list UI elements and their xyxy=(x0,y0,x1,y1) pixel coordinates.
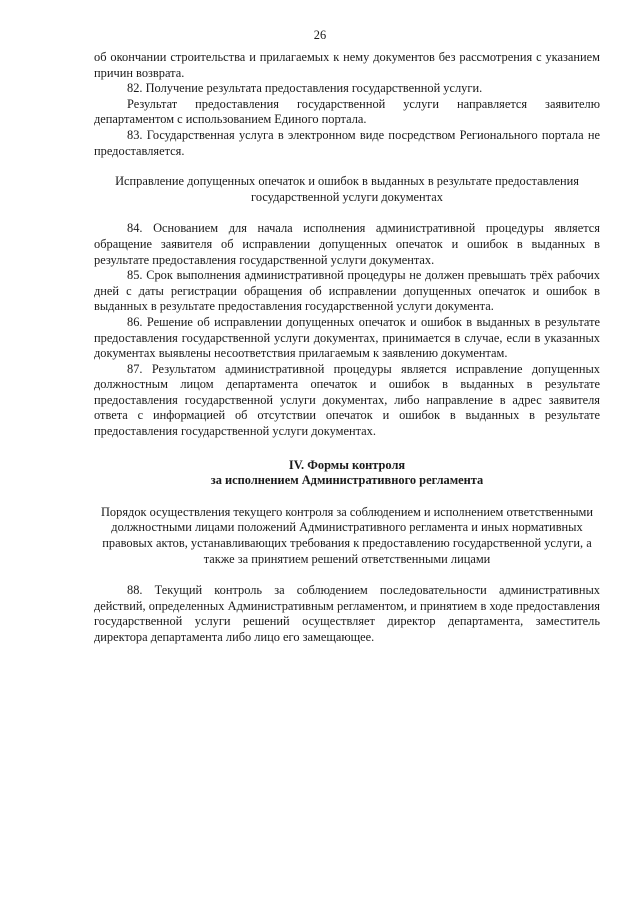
paragraph-85: 85. Срок выполнения административной процедуры не должен превышать трёх рабочих дней с даты регистрации обращения об исправлении допущенных опечаток и ошибок в выданных в результате предоставления государственной услуги документа. xyxy=(94,268,600,314)
section-heading-iv-subtitle: за исполнением Административного регламента xyxy=(210,473,484,488)
paragraph-82: 82. Получение результата предоставления государственной услуги. xyxy=(127,81,483,96)
paragraph-continuation: об окончании строительства и прилагаемых к нему документов без рассмотрения с указанием причин возврата. xyxy=(94,50,600,80)
subheading-corrections: Исправление допущенных опечаток и ошибок в выданных в результате предоставления государственной услуги документах xyxy=(115,174,579,204)
section-heading-iv: IV. Формы контроля xyxy=(288,457,406,472)
subheading-control-procedure: Порядок осуществления текущего контроля за соблюдением и исполнением ответственными должностными лицами положений Административного регламента и иных нормативных правовых актов, устанавливающих требования к предоставлению государственной услуги, а также за принятием решений ответственными лицами xyxy=(100,504,593,566)
page-number: 26 xyxy=(313,28,327,42)
paragraph-87: 87. Результатом административной процедуры является исправление допущенных должностным лицом департамента опечаток и ошибок в выданных в результате предоставления государственной услуги документах, либо направление в адрес заявителя ответа с информацией об отсутствии опечаток и ошибок в выданных в результате предоставления государственной услуги документах. xyxy=(94,361,600,439)
paragraph-83: 83. Государственная услуга в электронном виде посредством Регионального портала не предоставляется. xyxy=(94,127,600,158)
paragraph-88: 88. Текущий контроль за соблюдением последовательности административных действий, определенных Административным регламентом, и принятием в ходе предоставления государственной услуги решений осуществляет директор департамента, заместитель директора департамента либо лицо его замещающее. xyxy=(94,583,600,644)
page-body xyxy=(94,50,600,646)
paragraph-86: 86. Решение об исправлении допущенных опечаток и ошибок в выданных в результате предоставления государственной услуги документах, принимается в случае, если в указанных документах выявлены несоответствия прилагаемым к заявлению документам. xyxy=(94,314,600,361)
paragraph-84: 84. Основанием для начала исполнения административной процедуры является обращение заявителя об исправлении допущенных опечаток и ошибок в выданных в результате предоставления государственной услуги документах. xyxy=(94,221,600,267)
paragraph-82-result: Результат предоставления государственной услуги направляется заявителю департаментом с использованием Единого портала. xyxy=(94,96,600,127)
